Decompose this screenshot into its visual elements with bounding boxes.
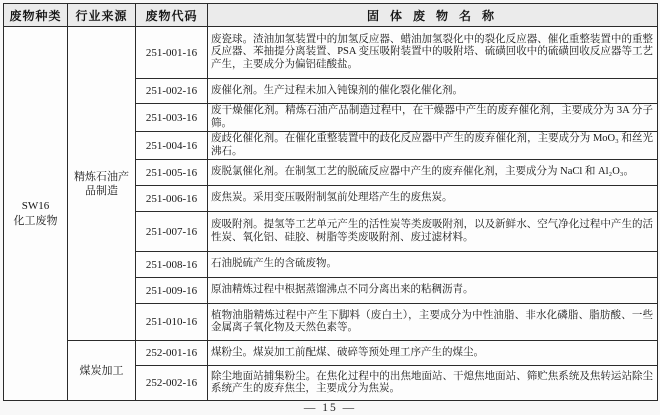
waste-name: 煤粉尘。煤炭加工前配煤、破碎等预处理工序产生的煤尘。 <box>208 341 658 366</box>
header-waste-name: 固 体 废 物 名 称 <box>208 4 658 27</box>
waste-category-cell <box>4 27 68 401</box>
waste-code: 251-004-16 <box>136 132 208 160</box>
solid-waste-table <box>3 3 658 401</box>
waste-code: 252-002-16 <box>136 366 208 401</box>
waste-code: 251-002-16 <box>136 79 208 104</box>
waste-name: 废瓷球。渣油加氢装置中的加氢反应器、蜡油加氢裂化中的裂化反应器、催化重整装置中的重整反应器、苯抽提分离装置、PSA 变压吸附装置中的吸附塔、硫磺回收中的硫磺回收反应器等工艺产生，主要成分为偏铝硅酸盐。 <box>208 27 658 79</box>
industry-source-coal: 煤炭加工 <box>68 341 136 401</box>
waste-code: 251-003-16 <box>136 104 208 132</box>
waste-code: 251-007-16 <box>136 212 208 252</box>
waste-code: 251-006-16 <box>136 186 208 212</box>
category-name: 化工废物 <box>13 214 58 227</box>
page-number: — 15 — <box>303 402 357 414</box>
category-code: SW16 <box>21 199 50 212</box>
header-waste-category: 废物种类 <box>4 4 68 27</box>
waste-code: 251-005-16 <box>136 160 208 186</box>
header-industry-source: 行业来源 <box>68 4 136 27</box>
waste-name: 石油脱硫产生的含硫废物。 <box>208 252 658 278</box>
waste-name: 植物油脂精炼过程中产生下脚料（废白土），主要成分为中性油脂、非水化磷脂、脂肪酸、一些金属离子氧化物及天然色素等。 <box>208 304 658 341</box>
industry-source-petroleum: 精炼石油产品制造 <box>68 27 136 341</box>
waste-code: 251-009-16 <box>136 278 208 304</box>
waste-name: 废催化剂。生产过程未加入钝镍剂的催化裂化催化剂。 <box>208 79 658 104</box>
waste-name: 废干燥催化剂。精炼石油产品制造过程中，在干燥器中产生的废弃催化剂，主要成分为 3A 分子筛。 <box>208 104 658 132</box>
table-row <box>4 27 658 79</box>
waste-name: 废脱氯催化剂。在制氢工艺的脱硫反应器中产生的废弃催化剂，主要成分为 NaCl 和 Al₂O₃。 <box>208 160 658 186</box>
waste-name: 原油精炼过程中根据蒸馏沸点不同分离出来的粘稠沥青。 <box>208 278 658 304</box>
table-header-row <box>4 4 658 27</box>
waste-code: 252-001-16 <box>136 341 208 366</box>
waste-name: 除尘地面站捕集粉尘。在焦化过程中的出焦地面站、干熄焦地面站、筛贮焦系统及焦转运站除尘系统产生的废弃焦尘，主要成分为焦炭。 <box>208 366 658 401</box>
waste-name: 废吸附剂。提氢等工艺单元产生的活性炭等类废吸附剂，以及新鲜水、空气净化过程中产生的活性炭、氧化铝、硅胶、树脂等类废吸附剂、废过滤材料。 <box>208 212 658 252</box>
waste-code: 251-008-16 <box>136 252 208 278</box>
waste-code: 251-001-16 <box>136 27 208 79</box>
waste-name: 废歧化催化剂。在催化重整装置中的歧化反应器中产生的废弃催化剂，主要成分为 MoO₃ 和丝光沸石。 <box>208 132 658 160</box>
table-row <box>4 341 658 366</box>
waste-name: 废焦炭。采用变压吸附制氢前处理塔产生的废焦炭。 <box>208 186 658 212</box>
waste-code: 251-010-16 <box>136 304 208 341</box>
header-waste-code: 废物代码 <box>136 4 208 27</box>
